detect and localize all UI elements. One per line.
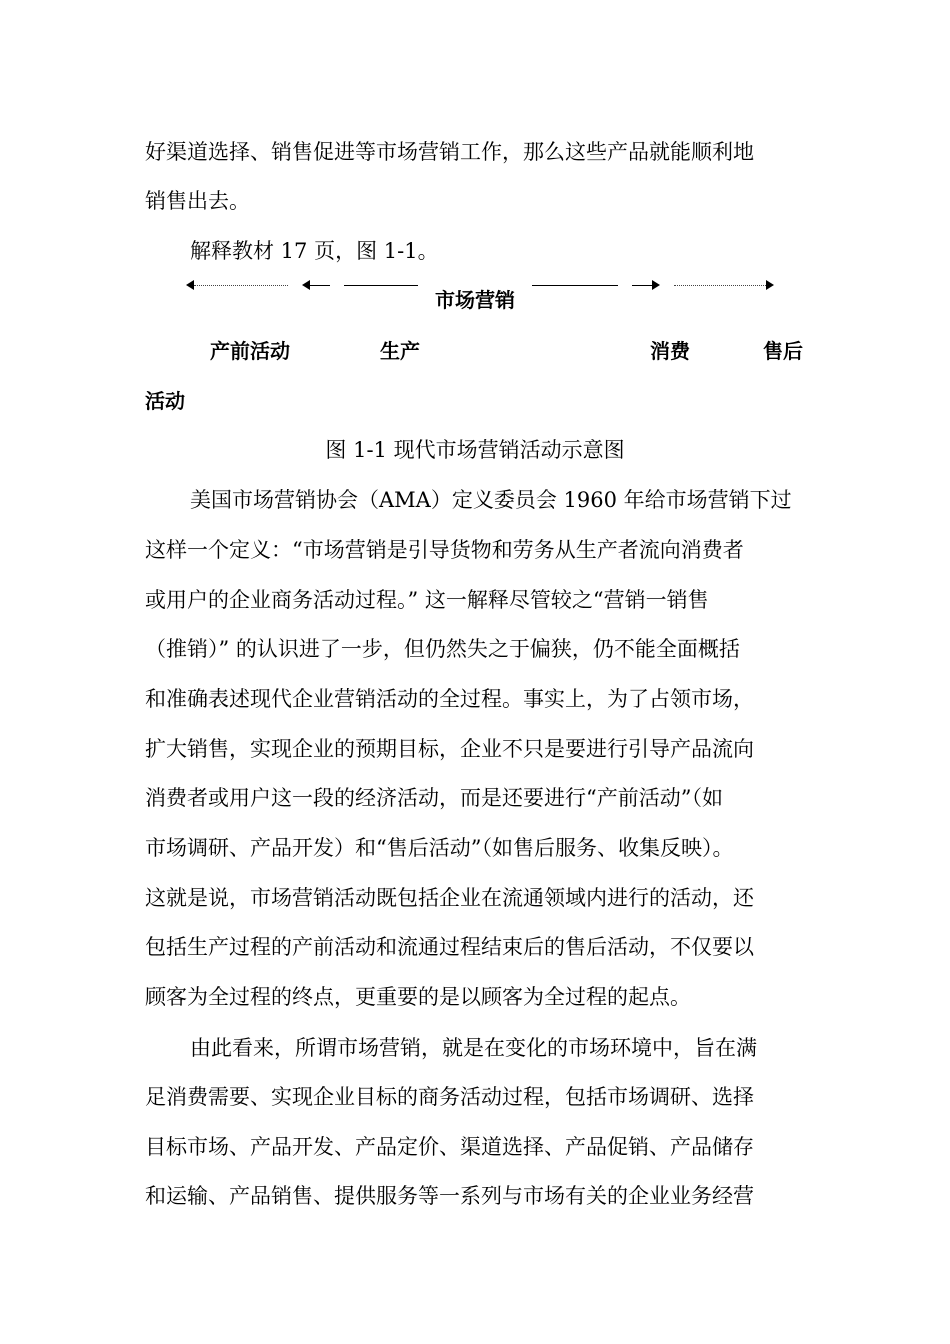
body-text-line: 这样一个定义：“市场营销是引导货物和劳务从生产者流向消费者: [145, 538, 744, 562]
diagram-center-label: 市场营销: [435, 288, 515, 312]
figure-caption: 图 1-1 现代市场营销活动示意图: [325, 438, 625, 462]
body-text-line: 由此看来，所谓市场营销，就是在变化的市场环境中，旨在满: [190, 1036, 757, 1060]
body-text-line: 和运输、产品销售、提供服务等一系列与市场有关的企业业务经营: [145, 1184, 754, 1208]
diagram-stage-label: 产前活动: [210, 339, 290, 363]
body-text-line: 包括生产过程的产前活动和流通过程结束后的售后活动，不仅要以: [145, 935, 754, 959]
body-text-line: （推销）” 的认识进了一步，但仍然失之于偏狭，仍不能全面概括: [145, 637, 740, 661]
body-text-line: 销售出去。: [145, 189, 250, 213]
diagram-stage-label: 售后: [763, 339, 803, 363]
body-text-line: 美国市场营销协会（AMA）定义委员会 1960 年给市场营销下过: [190, 488, 792, 512]
body-text-line: 目标市场、产品开发、产品定价、渠道选择、产品促销、产品储存: [145, 1135, 754, 1159]
diagram-stage-label: 消费: [650, 339, 690, 363]
body-text-line: 好渠道选择、销售促进等市场营销工作，那么这些产品就能顺利地: [145, 140, 754, 164]
body-text-line: 顾客为全过程的终点，更重要的是以顾客为全过程的起点。: [145, 985, 691, 1009]
diagram-stage-label-overflow: 活动: [145, 389, 185, 413]
diagram-stage-label: 生产: [380, 339, 420, 363]
body-text-line: 扩大销售，实现企业的预期目标，企业不只是要进行引导产品流向: [145, 737, 754, 761]
body-text-line: 市场调研、产品开发）和“售后活动”（如售后服务、收集反映）。: [145, 836, 734, 860]
body-text-line: 消费者或用户这一段的经济活动，而是还要进行“产前活动”（如: [145, 786, 723, 810]
intro-text-line: 解释教材 17 页，图 1-1。: [190, 239, 439, 263]
body-text-line: 或用户的企业商务活动过程。” 这一解释尽管较之“营销一销售: [145, 588, 709, 612]
body-text-line: 和准确表述现代企业营销活动的全过程。事实上，为了占领市场，: [145, 687, 754, 711]
body-text-line: 这就是说，市场营销活动既包括企业在流通领域内进行的活动，还: [145, 886, 754, 910]
body-text-line: 足消费需要、实现企业目标的商务活动过程，包括市场调研、选择: [145, 1085, 754, 1109]
